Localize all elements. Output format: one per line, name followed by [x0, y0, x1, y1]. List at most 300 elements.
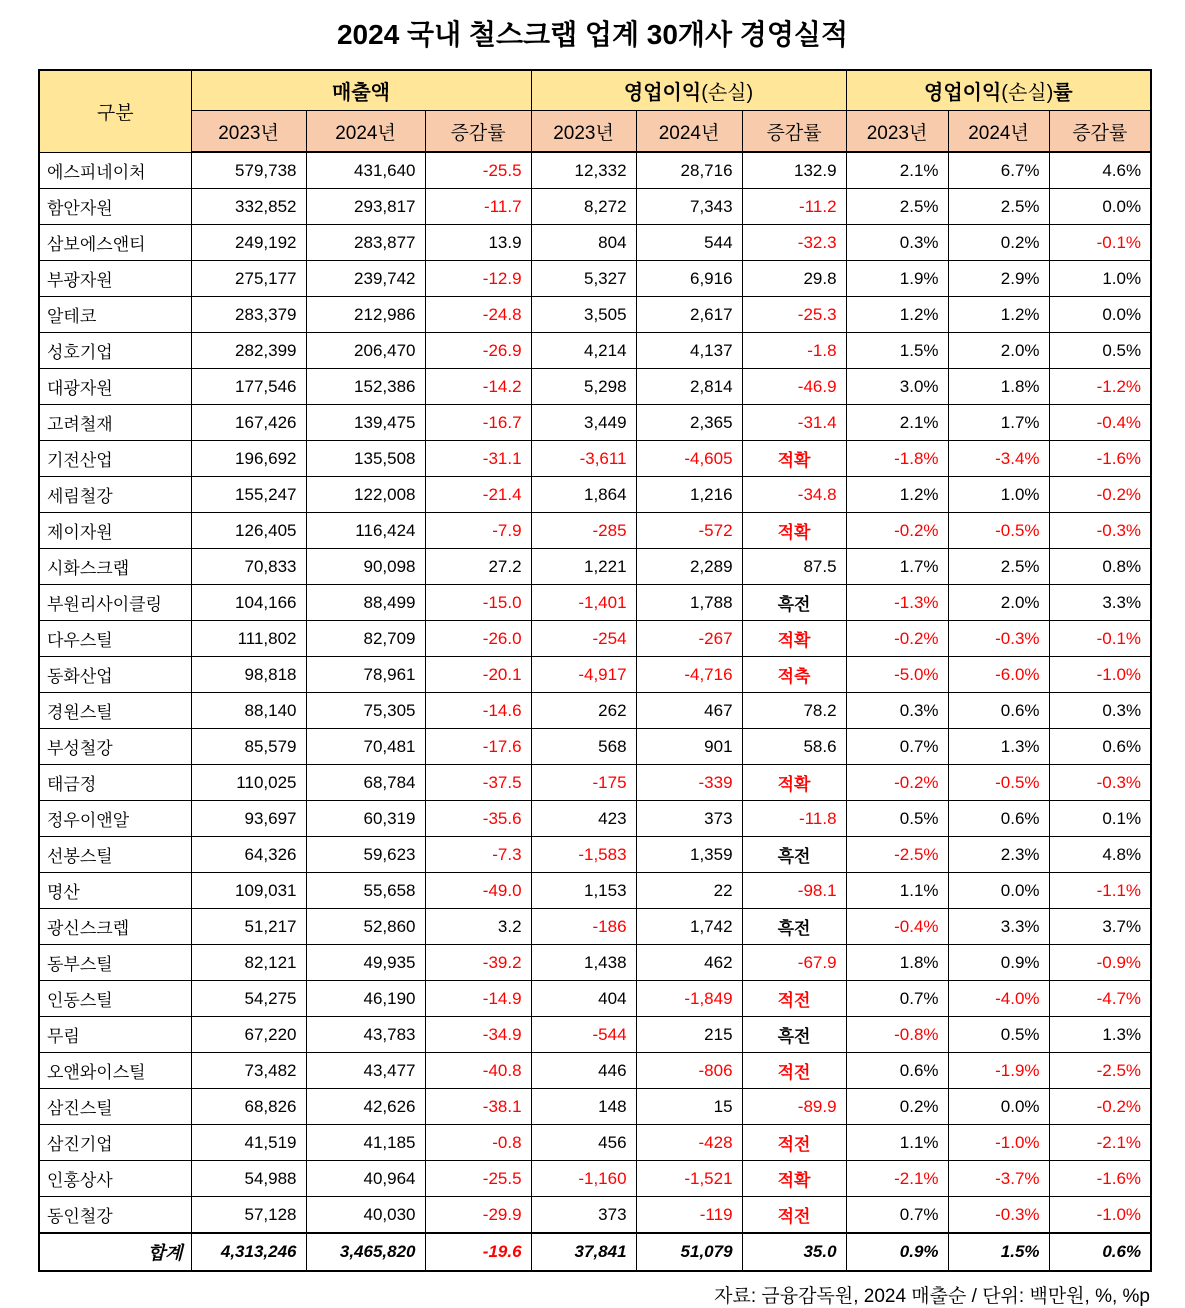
- company-name-cell: 동부스틸: [39, 945, 191, 981]
- value-cell: -0.8%: [846, 1017, 948, 1053]
- value-cell: 58.6: [742, 729, 846, 765]
- value-cell: -2.5%: [846, 837, 948, 873]
- value-cell: -0.1%: [1049, 621, 1151, 657]
- value-cell: 283,379: [191, 297, 306, 333]
- subheader-operating-profit: 2023년: [531, 111, 636, 153]
- value-cell: 13.9: [425, 225, 531, 261]
- company-name-cell: 정우이앤알: [39, 801, 191, 837]
- value-cell: 0.3%: [846, 225, 948, 261]
- value-cell: -1.6%: [1049, 1161, 1151, 1197]
- value-cell: 68,826: [191, 1089, 306, 1125]
- total-value-cell: 1.5%: [948, 1233, 1049, 1271]
- value-cell: -35.6: [425, 801, 531, 837]
- value-cell: 1.0%: [948, 477, 1049, 513]
- value-cell: 332,852: [191, 189, 306, 225]
- table-row: [39, 333, 1151, 369]
- value-cell: 70,481: [306, 729, 425, 765]
- value-cell: -119: [636, 1197, 742, 1234]
- subheader-sales: 2023년: [191, 111, 306, 153]
- value-cell: 262: [531, 693, 636, 729]
- value-cell: 0.0%: [1049, 189, 1151, 225]
- value-cell: 110,025: [191, 765, 306, 801]
- value-cell: 2,814: [636, 369, 742, 405]
- value-cell: 59,623: [306, 837, 425, 873]
- performance-table: [38, 69, 1152, 1272]
- value-cell: -25.5: [425, 152, 531, 189]
- table-row: [39, 1053, 1151, 1089]
- value-cell: 1,742: [636, 909, 742, 945]
- value-cell: 0.3%: [846, 693, 948, 729]
- value-cell: 1.0%: [1049, 261, 1151, 297]
- company-name-cell: 인동스틸: [39, 981, 191, 1017]
- company-name-cell: 함안자원: [39, 189, 191, 225]
- value-cell: -806: [636, 1053, 742, 1089]
- company-name-cell: 알테코: [39, 297, 191, 333]
- value-cell: 2,289: [636, 549, 742, 585]
- company-name-cell: 에스피네이처: [39, 152, 191, 189]
- value-cell: 1,216: [636, 477, 742, 513]
- value-cell: -17.6: [425, 729, 531, 765]
- value-cell: 41,519: [191, 1125, 306, 1161]
- total-value-cell: 4,313,246: [191, 1233, 306, 1271]
- value-cell: 249,192: [191, 225, 306, 261]
- value-cell: 40,964: [306, 1161, 425, 1197]
- company-name-cell: 삼진기업: [39, 1125, 191, 1161]
- total-value-cell: 35.0: [742, 1233, 846, 1271]
- value-cell: 804: [531, 225, 636, 261]
- value-cell: -1.2%: [1049, 369, 1151, 405]
- value-cell: 82,121: [191, 945, 306, 981]
- value-cell: -1,583: [531, 837, 636, 873]
- value-cell: 148: [531, 1089, 636, 1125]
- corner-header: 구분: [39, 70, 191, 152]
- value-cell: -34.9: [425, 1017, 531, 1053]
- value-cell: -1.0%: [1049, 657, 1151, 693]
- value-cell: -1,160: [531, 1161, 636, 1197]
- company-name-cell: 대광자원: [39, 369, 191, 405]
- value-cell: 0.6%: [1049, 729, 1151, 765]
- value-cell: 1.7%: [846, 549, 948, 585]
- table-row: [39, 1197, 1151, 1234]
- value-cell: -4,917: [531, 657, 636, 693]
- company-name-cell: 무림: [39, 1017, 191, 1053]
- value-cell: 1.3%: [1049, 1017, 1151, 1053]
- value-cell: -0.5%: [948, 513, 1049, 549]
- group-header-operating-profit-rate: [846, 70, 1151, 111]
- table-row: [39, 1125, 1151, 1161]
- table-row: [39, 1017, 1151, 1053]
- value-cell: 57,128: [191, 1197, 306, 1234]
- table-row: [39, 837, 1151, 873]
- value-cell: 111,802: [191, 621, 306, 657]
- value-cell: -0.8: [425, 1125, 531, 1161]
- status-cell: 적축: [742, 657, 846, 693]
- value-cell: 1.2%: [948, 297, 1049, 333]
- total-value-cell: 37,841: [531, 1233, 636, 1271]
- table-body: [39, 152, 1151, 1271]
- value-cell: 215: [636, 1017, 742, 1053]
- value-cell: 132.9: [742, 152, 846, 189]
- company-name-cell: 동인철강: [39, 1197, 191, 1234]
- value-cell: 3,449: [531, 405, 636, 441]
- table-row: [39, 657, 1151, 693]
- status-cell: 적전: [742, 1125, 846, 1161]
- value-cell: -31.4: [742, 405, 846, 441]
- status-cell: 적확: [742, 1161, 846, 1197]
- value-cell: -0.3%: [1049, 513, 1151, 549]
- value-cell: 0.7%: [846, 729, 948, 765]
- subheader-operating-profit-rate: 2023년: [846, 111, 948, 153]
- value-cell: 55,658: [306, 873, 425, 909]
- value-cell: -46.9: [742, 369, 846, 405]
- value-cell: 73,482: [191, 1053, 306, 1089]
- table-row: [39, 189, 1151, 225]
- value-cell: -175: [531, 765, 636, 801]
- value-cell: 135,508: [306, 441, 425, 477]
- value-cell: 423: [531, 801, 636, 837]
- value-cell: -1.8%: [846, 441, 948, 477]
- subheader-operating-profit: 증감률: [742, 111, 846, 153]
- value-cell: -67.9: [742, 945, 846, 981]
- value-cell: 8,272: [531, 189, 636, 225]
- value-cell: 456: [531, 1125, 636, 1161]
- value-cell: 87.5: [742, 549, 846, 585]
- table-row: [39, 441, 1151, 477]
- value-cell: 2.5%: [948, 549, 1049, 585]
- value-cell: 88,499: [306, 585, 425, 621]
- value-cell: 49,935: [306, 945, 425, 981]
- value-cell: 43,477: [306, 1053, 425, 1089]
- value-cell: -15.0: [425, 585, 531, 621]
- table-row: [39, 477, 1151, 513]
- value-cell: -4,716: [636, 657, 742, 693]
- value-cell: 2.1%: [846, 405, 948, 441]
- value-cell: 67,220: [191, 1017, 306, 1053]
- value-cell: -186: [531, 909, 636, 945]
- value-cell: 1,438: [531, 945, 636, 981]
- value-cell: 1.5%: [846, 333, 948, 369]
- value-cell: -49.0: [425, 873, 531, 909]
- value-cell: 40,030: [306, 1197, 425, 1234]
- value-cell: 275,177: [191, 261, 306, 297]
- status-cell: 적확: [742, 765, 846, 801]
- value-cell: -2.5%: [1049, 1053, 1151, 1089]
- value-cell: 64,326: [191, 837, 306, 873]
- value-cell: 2.5%: [948, 189, 1049, 225]
- value-cell: -3,611: [531, 441, 636, 477]
- value-cell: 5,327: [531, 261, 636, 297]
- total-value-cell: 0.6%: [1049, 1233, 1151, 1271]
- source-note: 자료: 금융감독원, 2024 매출순 / 단위: 백만원, %, %p: [714, 1286, 1150, 1307]
- value-cell: -0.2%: [846, 765, 948, 801]
- table-row: [39, 369, 1151, 405]
- status-cell: 흑전: [742, 585, 846, 621]
- table-row: [39, 1089, 1151, 1125]
- value-cell: 1.1%: [846, 1125, 948, 1161]
- table-row: [39, 1161, 1151, 1197]
- group-header-text: 매출액: [332, 82, 390, 104]
- value-cell: -0.2%: [846, 513, 948, 549]
- table-row: [39, 297, 1151, 333]
- value-cell: 4.8%: [1049, 837, 1151, 873]
- value-cell: 7,343: [636, 189, 742, 225]
- value-cell: 0.6%: [948, 693, 1049, 729]
- value-cell: 2.0%: [948, 333, 1049, 369]
- value-cell: -11.2: [742, 189, 846, 225]
- status-cell: 적확: [742, 513, 846, 549]
- value-cell: -0.1%: [1049, 225, 1151, 261]
- value-cell: -4.0%: [948, 981, 1049, 1017]
- value-cell: 3.0%: [846, 369, 948, 405]
- table-row: [39, 765, 1151, 801]
- value-cell: 579,738: [191, 152, 306, 189]
- group-header-operating-profit: [531, 70, 846, 111]
- value-cell: 4,137: [636, 333, 742, 369]
- value-cell: -6.0%: [948, 657, 1049, 693]
- value-cell: -0.3%: [948, 1197, 1049, 1234]
- value-cell: -25.3: [742, 297, 846, 333]
- value-cell: 2,617: [636, 297, 742, 333]
- group-header-text: 영업이익: [623, 82, 702, 104]
- table-row: [39, 549, 1151, 585]
- value-cell: 60,319: [306, 801, 425, 837]
- value-cell: -20.1: [425, 657, 531, 693]
- value-cell: 1,153: [531, 873, 636, 909]
- value-cell: -0.4%: [1049, 405, 1151, 441]
- value-cell: 46,190: [306, 981, 425, 1017]
- value-cell: -0.3%: [1049, 765, 1151, 801]
- value-cell: 373: [636, 801, 742, 837]
- value-cell: -25.5: [425, 1161, 531, 1197]
- status-cell: 흑전: [742, 1017, 846, 1053]
- company-name-cell: 삼보에스앤티: [39, 225, 191, 261]
- value-cell: -31.1: [425, 441, 531, 477]
- subheader-operating-profit-rate: 증감률: [1049, 111, 1151, 153]
- status-cell: 적전: [742, 981, 846, 1017]
- value-cell: 3.7%: [1049, 909, 1151, 945]
- total-label: 합계: [39, 1233, 191, 1271]
- value-cell: -0.2%: [846, 621, 948, 657]
- value-cell: 126,405: [191, 513, 306, 549]
- table-row: [39, 621, 1151, 657]
- value-cell: 116,424: [306, 513, 425, 549]
- value-cell: 42,626: [306, 1089, 425, 1125]
- value-cell: -5.0%: [846, 657, 948, 693]
- company-name-cell: 부성철강: [39, 729, 191, 765]
- status-cell: 흑전: [742, 909, 846, 945]
- company-name-cell: 광신스크렙: [39, 909, 191, 945]
- company-name-cell: 태금정: [39, 765, 191, 801]
- value-cell: 0.0%: [948, 1089, 1049, 1125]
- value-cell: 82,709: [306, 621, 425, 657]
- subheader-operating-profit-rate: 2024년: [948, 111, 1049, 153]
- table-row: [39, 729, 1151, 765]
- page-title: 2024 국내 철스크랩 업계 30개사 경영실적: [336, 19, 848, 50]
- table-row: [39, 873, 1151, 909]
- value-cell: 2.5%: [846, 189, 948, 225]
- value-cell: 1,788: [636, 585, 742, 621]
- value-cell: 2.9%: [948, 261, 1049, 297]
- company-name-cell: 경원스틸: [39, 693, 191, 729]
- group-header-text: 률: [1053, 82, 1073, 104]
- value-cell: 1.7%: [948, 405, 1049, 441]
- value-cell: -2.1%: [1049, 1125, 1151, 1161]
- value-cell: -267: [636, 621, 742, 657]
- status-cell: 적확: [742, 441, 846, 477]
- value-cell: -1,849: [636, 981, 742, 1017]
- value-cell: -37.5: [425, 765, 531, 801]
- total-value-cell: 51,079: [636, 1233, 742, 1271]
- subheader-sales: 2024년: [306, 111, 425, 153]
- group-header-text: (손실): [701, 82, 754, 104]
- value-cell: 0.5%: [1049, 333, 1151, 369]
- value-cell: 212,986: [306, 297, 425, 333]
- table-row: [39, 152, 1151, 189]
- value-cell: -21.4: [425, 477, 531, 513]
- value-cell: 1.3%: [948, 729, 1049, 765]
- value-cell: -14.2: [425, 369, 531, 405]
- value-cell: 4.6%: [1049, 152, 1151, 189]
- value-cell: 0.6%: [948, 801, 1049, 837]
- value-cell: -12.9: [425, 261, 531, 297]
- company-name-cell: 성호기업: [39, 333, 191, 369]
- value-cell: -1.0%: [948, 1125, 1049, 1161]
- table-row: [39, 405, 1151, 441]
- value-cell: 51,217: [191, 909, 306, 945]
- value-cell: 3.3%: [948, 909, 1049, 945]
- company-name-cell: 부광자원: [39, 261, 191, 297]
- table-row: [39, 909, 1151, 945]
- value-cell: -4,605: [636, 441, 742, 477]
- value-cell: -2.1%: [846, 1161, 948, 1197]
- value-cell: 0.0%: [948, 873, 1049, 909]
- value-cell: 3.3%: [1049, 585, 1151, 621]
- value-cell: 1.2%: [846, 477, 948, 513]
- value-cell: -544: [531, 1017, 636, 1053]
- value-cell: -0.3%: [948, 621, 1049, 657]
- value-cell: 15: [636, 1089, 742, 1125]
- value-cell: 4,214: [531, 333, 636, 369]
- value-cell: 78,961: [306, 657, 425, 693]
- value-cell: 0.9%: [948, 945, 1049, 981]
- total-row: [39, 1233, 1151, 1271]
- table-header: [39, 70, 1151, 152]
- table-row: [39, 225, 1151, 261]
- status-cell: 적전: [742, 1053, 846, 1089]
- table-row: [39, 585, 1151, 621]
- value-cell: -254: [531, 621, 636, 657]
- value-cell: 52,860: [306, 909, 425, 945]
- value-cell: -14.9: [425, 981, 531, 1017]
- value-cell: 27.2: [425, 549, 531, 585]
- value-cell: 1.8%: [948, 369, 1049, 405]
- company-name-cell: 기전산업: [39, 441, 191, 477]
- value-cell: 1.2%: [846, 297, 948, 333]
- group-header-text: 영업이익: [924, 82, 1002, 104]
- company-name-cell: 선봉스틸: [39, 837, 191, 873]
- total-value-cell: 3,465,820: [306, 1233, 425, 1271]
- value-cell: -11.8: [742, 801, 846, 837]
- subheader-sales: 증감률: [425, 111, 531, 153]
- value-cell: 93,697: [191, 801, 306, 837]
- value-cell: 0.7%: [846, 981, 948, 1017]
- value-cell: 2.0%: [948, 585, 1049, 621]
- value-cell: -38.1: [425, 1089, 531, 1125]
- value-cell: -89.9: [742, 1089, 846, 1125]
- table-row: [39, 261, 1151, 297]
- value-cell: 0.1%: [1049, 801, 1151, 837]
- value-cell: 431,640: [306, 152, 425, 189]
- value-cell: 196,692: [191, 441, 306, 477]
- value-cell: 68,784: [306, 765, 425, 801]
- value-cell: 104,166: [191, 585, 306, 621]
- value-cell: -1,521: [636, 1161, 742, 1197]
- value-cell: -7.3: [425, 837, 531, 873]
- value-cell: 206,470: [306, 333, 425, 369]
- value-cell: 1.8%: [846, 945, 948, 981]
- value-cell: -11.7: [425, 189, 531, 225]
- value-cell: 0.7%: [846, 1197, 948, 1234]
- value-cell: -1.6%: [1049, 441, 1151, 477]
- value-cell: 283,877: [306, 225, 425, 261]
- value-cell: 54,988: [191, 1161, 306, 1197]
- value-cell: -285: [531, 513, 636, 549]
- value-cell: 0.8%: [1049, 549, 1151, 585]
- value-cell: 90,098: [306, 549, 425, 585]
- value-cell: 0.5%: [948, 1017, 1049, 1053]
- value-cell: 5,298: [531, 369, 636, 405]
- value-cell: -14.6: [425, 693, 531, 729]
- company-name-cell: 세림철강: [39, 477, 191, 513]
- value-cell: 2.3%: [948, 837, 1049, 873]
- value-cell: 1,864: [531, 477, 636, 513]
- value-cell: 0.6%: [846, 1053, 948, 1089]
- value-cell: 109,031: [191, 873, 306, 909]
- value-cell: -40.8: [425, 1053, 531, 1089]
- company-name-cell: 시화스크랩: [39, 549, 191, 585]
- value-cell: -39.2: [425, 945, 531, 981]
- total-value-cell: 0.9%: [846, 1233, 948, 1271]
- value-cell: -98.1: [742, 873, 846, 909]
- value-cell: -1.3%: [846, 585, 948, 621]
- value-cell: -1,401: [531, 585, 636, 621]
- value-cell: -4.7%: [1049, 981, 1151, 1017]
- value-cell: 167,426: [191, 405, 306, 441]
- value-cell: -1.1%: [1049, 873, 1151, 909]
- value-cell: 98,818: [191, 657, 306, 693]
- value-cell: 293,817: [306, 189, 425, 225]
- value-cell: 0.2%: [846, 1089, 948, 1125]
- value-cell: 404: [531, 981, 636, 1017]
- value-cell: 139,475: [306, 405, 425, 441]
- group-header-sales: [191, 70, 531, 111]
- total-value-cell: -19.6: [425, 1233, 531, 1271]
- value-cell: 0.3%: [1049, 693, 1151, 729]
- value-cell: 0.0%: [1049, 297, 1151, 333]
- value-cell: 3,505: [531, 297, 636, 333]
- value-cell: 43,783: [306, 1017, 425, 1053]
- value-cell: 467: [636, 693, 742, 729]
- table-container: [38, 69, 1150, 1272]
- company-name-cell: 제이자원: [39, 513, 191, 549]
- status-cell: 적확: [742, 621, 846, 657]
- value-cell: -0.5%: [948, 765, 1049, 801]
- value-cell: 282,399: [191, 333, 306, 369]
- value-cell: 78.2: [742, 693, 846, 729]
- company-name-cell: 명산: [39, 873, 191, 909]
- value-cell: -34.8: [742, 477, 846, 513]
- value-cell: 2,365: [636, 405, 742, 441]
